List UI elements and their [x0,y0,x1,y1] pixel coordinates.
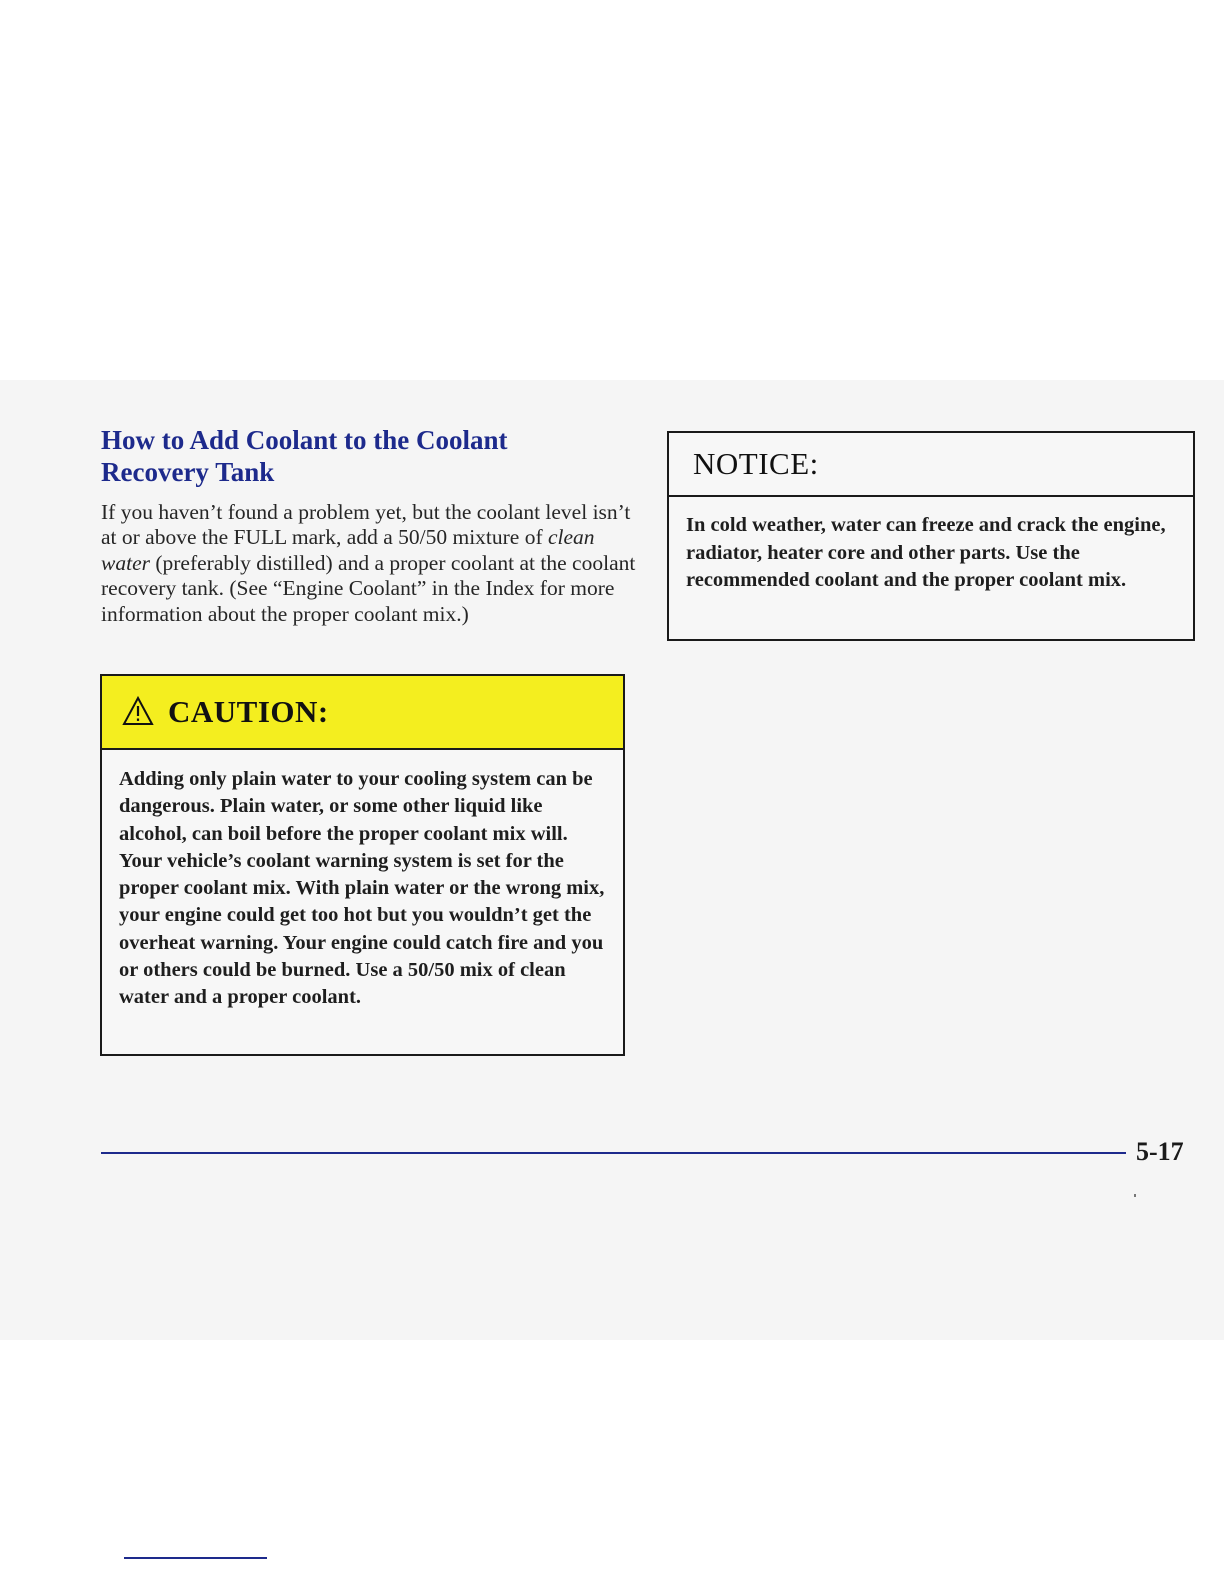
notice-title: NOTICE: [693,446,819,481]
caution-title: CAUTION: [168,694,329,729]
section-heading-line1: How to Add Coolant to the Coolant [101,425,508,455]
caution-box [100,674,625,1056]
notice-box [667,431,1195,641]
notice-body: In cold weather, water can freeze and crack the engine, radiator, heater core and other parts. Use the recommended coolant and the proper coolant mix. [686,514,1166,592]
bottom-rule [124,1557,267,1559]
scan-speck [1134,1194,1136,1197]
intro-text-part1: If you haven’t found a problem yet, but the coolant level isn’t at or above the FULL mark, add a 50/50 mixture of [101,500,631,550]
footer-rule [101,1152,1126,1154]
section-heading-line2: Recovery Tank [101,457,275,487]
intro-paragraph [101,500,636,627]
page-number: 5-17 [1136,1137,1184,1166]
warning-triangle-icon [122,696,154,726]
caution-header [102,676,623,750]
notice-header [669,433,1193,497]
caution-body: Adding only plain water to your cooling system can be dangerous. Plain water, or some other liquid like alcohol, can boil before the proper coolant mix will. Your vehicle’s coolant warning system is set for the proper coolant mix. With plain water or the wrong mix, your engine could get too hot but you wouldn’t get the overheat warning. Your engine could catch fire and you or others could be burned. Use a 50/50 mix of clean water and a proper coolant. [119,768,605,1009]
section-heading [101,424,641,488]
intro-text-part2: (preferably distilled) and a proper coolant at the coolant recovery tank. (See “Engine Coolant” in the Index for more information about the proper coolant mix.) [101,550,636,626]
intro-emphasis: clean water [101,525,595,575]
